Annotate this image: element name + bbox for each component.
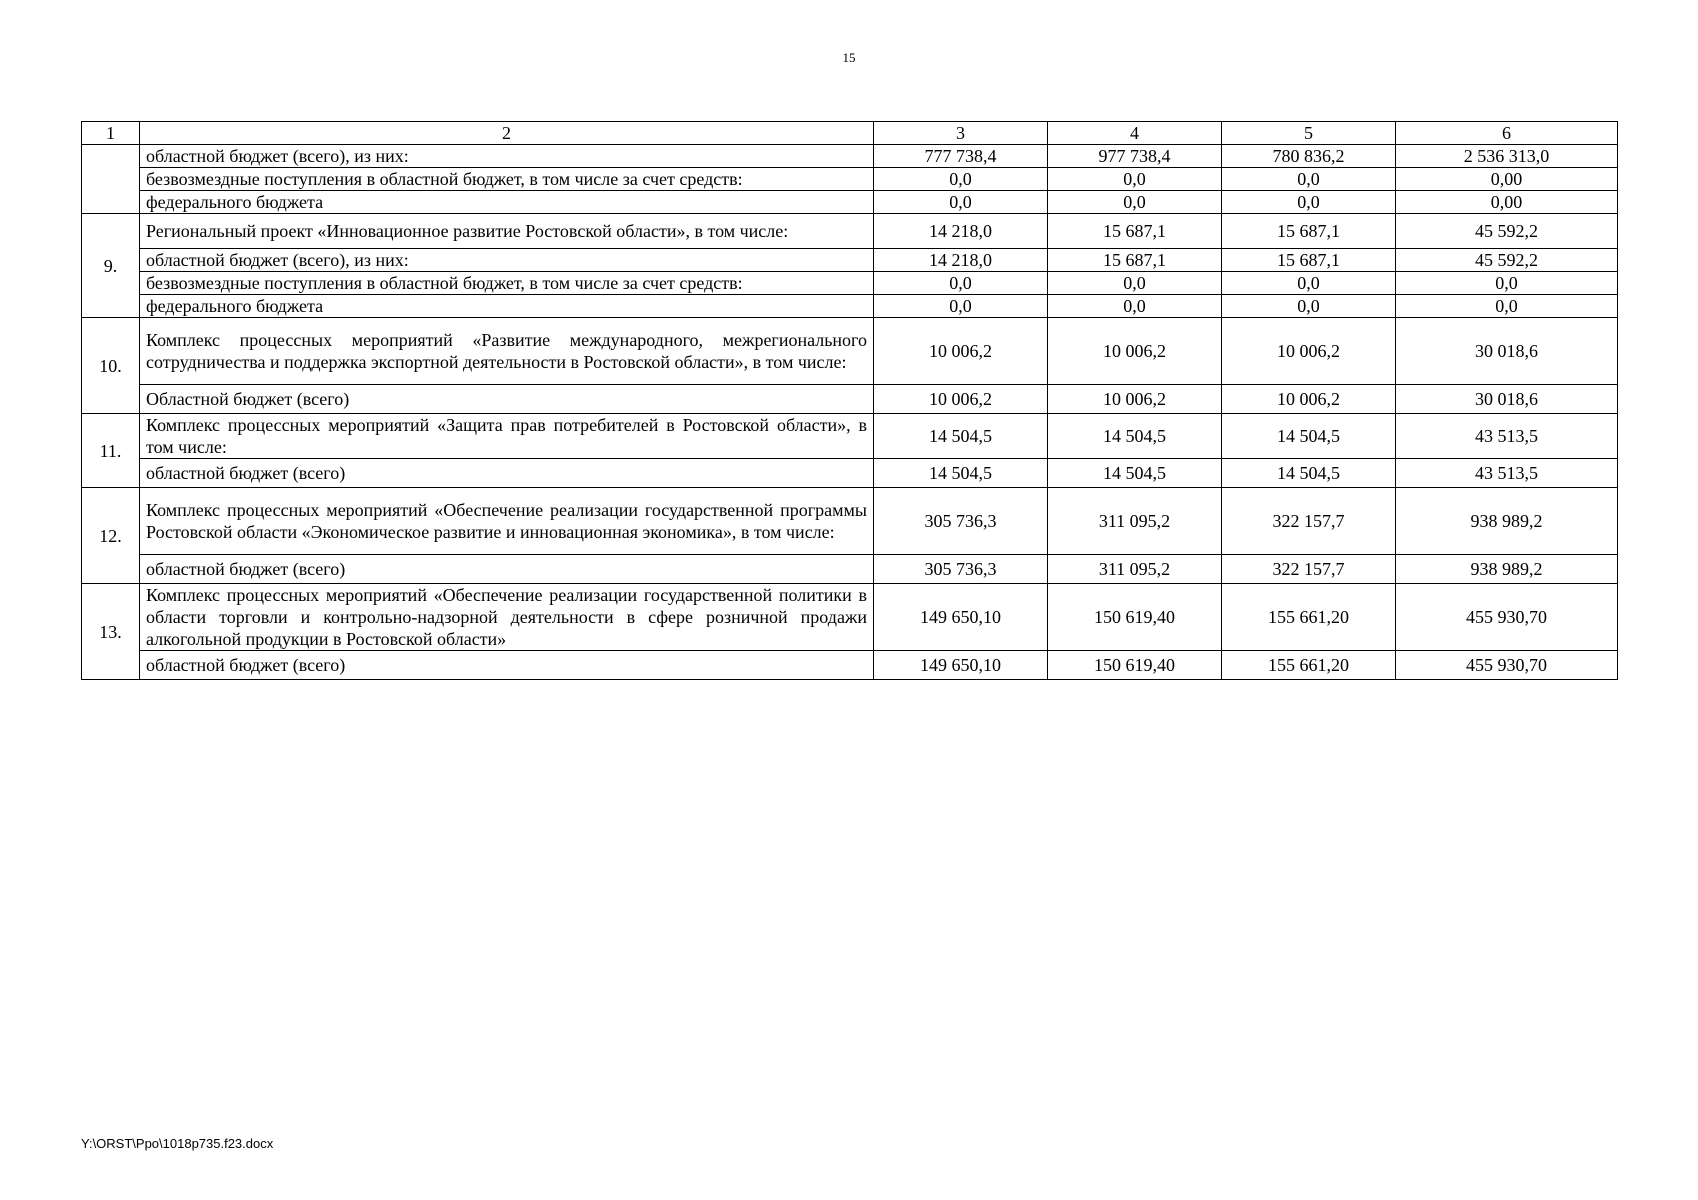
value-cell: 0,0 — [1396, 295, 1618, 318]
column-header: 1 — [82, 122, 140, 145]
value-cell: 305 736,3 — [874, 488, 1048, 555]
value-cell: 30 018,6 — [1396, 385, 1618, 414]
row-description: федерального бюджета — [140, 191, 874, 214]
value-cell: 322 157,7 — [1222, 488, 1396, 555]
value-cell: 10 006,2 — [1222, 385, 1396, 414]
value-cell: 15 687,1 — [1048, 249, 1222, 272]
row-description: федерального бюджета — [140, 295, 874, 318]
value-cell: 155 661,20 — [1222, 651, 1396, 680]
value-cell: 311 095,2 — [1048, 555, 1222, 584]
value-cell: 14 504,5 — [1222, 414, 1396, 459]
value-cell: 0,0 — [874, 295, 1048, 318]
table-row — [82, 584, 1618, 651]
row-number: 12. — [82, 488, 140, 584]
value-cell: 0,0 — [1048, 272, 1222, 295]
value-cell: 43 513,5 — [1396, 459, 1618, 488]
row-number — [82, 145, 140, 214]
row-description: безвозмездные поступления в областной бюджет, в том числе за счет средств: — [140, 168, 874, 191]
table-row — [82, 414, 1618, 459]
value-cell: 0,0 — [1048, 191, 1222, 214]
value-cell: 14 504,5 — [1048, 414, 1222, 459]
value-cell: 455 930,70 — [1396, 651, 1618, 680]
row-description: областной бюджет (всего), из них: — [140, 145, 874, 168]
row-description: Комплекс процессных мероприятий «Развитие международного, межрегионального сотрудничества и поддержка экспортной деятельности в Ростовской области», в том числе: — [140, 318, 874, 385]
value-cell: 43 513,5 — [1396, 414, 1618, 459]
row-number: 9. — [82, 214, 140, 318]
value-cell: 0,0 — [1222, 295, 1396, 318]
table-row — [82, 295, 1618, 318]
value-cell: 10 006,2 — [1048, 385, 1222, 414]
table-row — [82, 651, 1618, 680]
table-row — [82, 318, 1618, 385]
value-cell: 149 650,10 — [874, 584, 1048, 651]
value-cell: 0,0 — [1222, 191, 1396, 214]
value-cell: 777 738,4 — [874, 145, 1048, 168]
value-cell: 0,0 — [1396, 272, 1618, 295]
value-cell: 150 619,40 — [1048, 651, 1222, 680]
value-cell: 10 006,2 — [874, 385, 1048, 414]
table-row — [82, 249, 1618, 272]
page-number: 15 — [842, 50, 856, 65]
value-cell: 30 018,6 — [1396, 318, 1618, 385]
value-cell: 455 930,70 — [1396, 584, 1618, 651]
value-cell: 15 687,1 — [1222, 214, 1396, 249]
table-header-row — [82, 122, 1618, 145]
row-number: 10. — [82, 318, 140, 414]
value-cell: 977 738,4 — [1048, 145, 1222, 168]
column-header: 5 — [1222, 122, 1396, 145]
value-cell: 14 218,0 — [874, 214, 1048, 249]
value-cell: 15 687,1 — [1048, 214, 1222, 249]
footer-file-path: Y:\ORST\Ppo\1018p735.f23.docx — [81, 1136, 274, 1151]
table-row — [82, 555, 1618, 584]
row-description: Комплекс процессных мероприятий «Защита прав потребителей в Ростовской области», в том числе: — [140, 414, 874, 459]
table-row — [82, 385, 1618, 414]
row-description: безвозмездные поступления в областной бюджет, в том числе за счет средств: — [140, 272, 874, 295]
table-row — [82, 459, 1618, 488]
row-description: областной бюджет (всего) — [140, 651, 874, 680]
value-cell: 780 836,2 — [1222, 145, 1396, 168]
value-cell: 311 095,2 — [1048, 488, 1222, 555]
value-cell: 149 650,10 — [874, 651, 1048, 680]
value-cell: 0,0 — [1222, 168, 1396, 191]
value-cell: 14 218,0 — [874, 249, 1048, 272]
budget-table — [81, 121, 1618, 680]
table-row — [82, 168, 1618, 191]
value-cell: 0,0 — [874, 168, 1048, 191]
value-cell: 45 592,2 — [1396, 249, 1618, 272]
value-cell: 14 504,5 — [1222, 459, 1396, 488]
row-description: Комплекс процессных мероприятий «Обеспечение реализации государственной политики в области торговли и контрольно-надзорной деятельности в сфере розничной продажи алкогольной продукции в Ростовской области» — [140, 584, 874, 651]
row-number: 11. — [82, 414, 140, 488]
value-cell: 2 536 313,0 — [1396, 145, 1618, 168]
value-cell: 14 504,5 — [874, 414, 1048, 459]
table-row — [82, 214, 1618, 249]
row-description: областной бюджет (всего) — [140, 555, 874, 584]
table-row — [82, 145, 1618, 168]
value-cell: 0,0 — [1048, 168, 1222, 191]
value-cell: 10 006,2 — [874, 318, 1048, 385]
column-header: 3 — [874, 122, 1048, 145]
value-cell: 0,0 — [1048, 295, 1222, 318]
row-description: Региональный проект «Инновационное развитие Ростовской области», в том числе: — [140, 214, 874, 249]
value-cell: 10 006,2 — [1048, 318, 1222, 385]
column-header: 6 — [1396, 122, 1618, 145]
row-description: Областной бюджет (всего) — [140, 385, 874, 414]
table-row — [82, 488, 1618, 555]
value-cell: 322 157,7 — [1222, 555, 1396, 584]
value-cell: 938 989,2 — [1396, 555, 1618, 584]
row-description: областной бюджет (всего), из них: — [140, 249, 874, 272]
table-row — [82, 191, 1618, 214]
value-cell: 305 736,3 — [874, 555, 1048, 584]
row-description: Комплекс процессных мероприятий «Обеспечение реализации государственной программы Ростовской области «Экономическое развитие и инновационная экономика», в том числе: — [140, 488, 874, 555]
value-cell: 0,0 — [874, 191, 1048, 214]
value-cell: 0,0 — [874, 272, 1048, 295]
column-header: 4 — [1048, 122, 1222, 145]
column-header: 2 — [140, 122, 874, 145]
row-number: 13. — [82, 584, 140, 680]
value-cell: 0,00 — [1396, 168, 1618, 191]
value-cell: 10 006,2 — [1222, 318, 1396, 385]
value-cell: 938 989,2 — [1396, 488, 1618, 555]
value-cell: 15 687,1 — [1222, 249, 1396, 272]
row-description: областной бюджет (всего) — [140, 459, 874, 488]
value-cell: 0,0 — [1222, 272, 1396, 295]
value-cell: 155 661,20 — [1222, 584, 1396, 651]
value-cell: 0,00 — [1396, 191, 1618, 214]
table-row — [82, 272, 1618, 295]
value-cell: 45 592,2 — [1396, 214, 1618, 249]
value-cell: 150 619,40 — [1048, 584, 1222, 651]
value-cell: 14 504,5 — [1048, 459, 1222, 488]
value-cell: 14 504,5 — [874, 459, 1048, 488]
